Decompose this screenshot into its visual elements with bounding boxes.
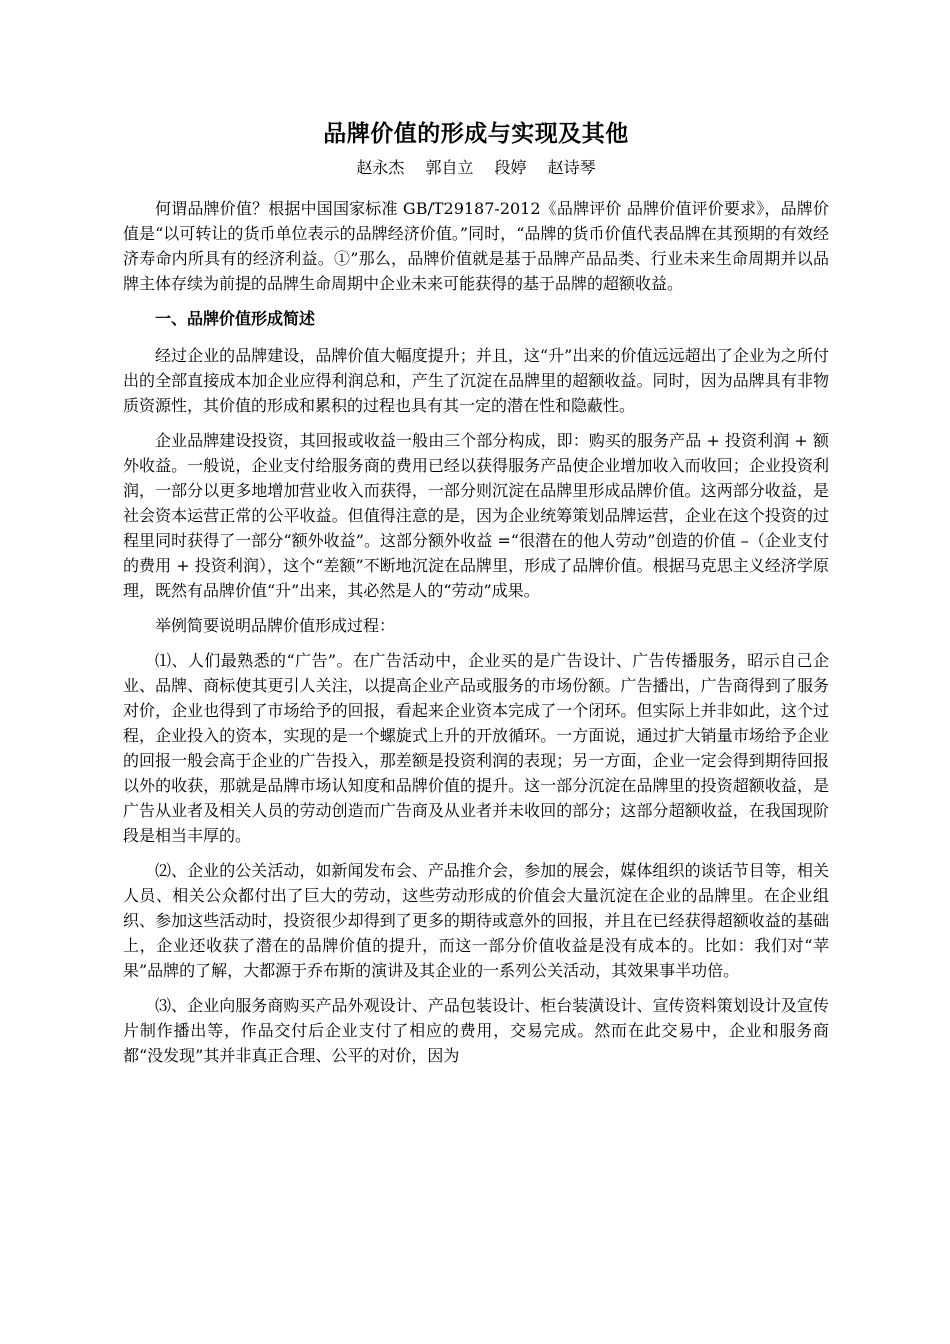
example-paragraph: ⑶、企业向服务商购买产品外观设计、产品包装设计、柜台装潢设计、宣传资料策划设计及宣传片制作播出等，作品交付后企业支付了相应的费用，交易完成。然而在此交易中，企业和服务商都“没发现”其并非真正合理、公平的对价，因为 xyxy=(123,996,829,1065)
body-paragraph: 举例简要说明品牌价值形成过程： xyxy=(155,616,396,635)
author-name: 赵永杰 xyxy=(356,158,405,177)
author-list xyxy=(123,156,829,180)
example-paragraph: ⑴、人们最熟悉的“广告”。在广告活动中，企业买的是广告设计、广告传播服务，昭示自己企业、品牌、商标使其更引人关注，以提高企业产品或服务的市场份额。广告播出，广告商得到了服务对价，企业也得到了市场给予的回报，看起来企业资本完成了一个闭环。但实际上并非如此，这个过程，企业投入的资本，实现的是一个螺旋式上升的开放循环。一方面说，通过扩大销量市场给予企业的回报一般会高于企业的广告投入，那差额是投资利润的表现；另一方面，企业一定会得到期待回报以外的收获，那就是品牌市场认知度和品牌价值的提升。这一部分沉淀在品牌里的投资超额收益，是广告从业者及相关人员的劳动创造而广告商及从业者并未收回的部分；这部分超额收益，在我国现阶段是相当丰厚的。 xyxy=(123,651,829,845)
example-paragraph: ⑵、企业的公关活动，如新闻发布会、产品推介会，参加的展会，媒体组织的谈话节目等，相关人员、相关公众都付出了巨大的劳动，这些劳动形成的价值会大量沉淀在企业的品牌里。在企业组织、参加这些活动时，投资很少却得到了更多的期待或意外的回报，并且在已经获得超额收益的基础上，企业还收获了潜在的品牌价值的提升，而这一部分价值收益是没有成本的。比如：我们对“苹果”品牌的了解，大都源于乔布斯的演讲及其企业的一系列公关活动，其效果事半功倍。 xyxy=(123,861,829,980)
document-page xyxy=(123,118,829,1078)
author-name: 赵诗琴 xyxy=(547,158,596,177)
intro-paragraph: 何谓品牌价值？根据中国国家标准 GB/T29187-2012《品牌评价 品牌价值评价要求》，品牌价值是“以可转让的货币单位表示的品牌经济价值。”同时，“品牌的货币价值代表品牌在其预期的有效经济寿命内所具有的经济利益。①”那么，品牌价值就是基于品牌产品品类、行业未来生命周期并以品牌主体存续为前提的品牌生命周期中企业未来可能获得的基于品牌的超额收益。 xyxy=(123,199,829,293)
section-heading: 一、品牌价值形成简述 xyxy=(155,309,316,328)
body-paragraph: 经过企业的品牌建设，品牌价值大幅度提升；并且，这“升”出来的价值远远超出了企业为之所付出的全部直接成本加企业应得利润总和，产生了沉淀在品牌里的超额收益。同时，因为品牌具有非物质资源性，其价值的形成和累积的过程也具有其一定的潜在性和隐蔽性。 xyxy=(123,346,829,415)
body-paragraph: 企业品牌建设投资，其回报或收益一般由三个部分构成，即：购买的服务产品 + 投资利润 + 额外收益。一般说，企业支付给服务商的费用已经以获得服务产品使企业增加收入而收回；企业投资利润，一部分以更多地增加营业收入而获得，一部分则沉淀在品牌里形成品牌价值。这两部分收益，是社会资本运营正常的公平收益。但值得注意的是，因为企业统筹策划品牌运营，企业在这个投资的过程里同时获得了一部分“额外收益”。这部分额外收益 =“很潜在的他人劳动”创造的价值 –（企业支付的费用 + 投资利润），这个“差额”不断地沉淀在品牌里，形成了品牌价值。根据马克思主义经济学原理，既然有品牌价值“升”出来，其必然是人的“劳动”成果。 xyxy=(123,431,829,600)
document-title: 品牌价值的形成与实现及其他 xyxy=(323,121,629,147)
author-name: 郭自立 xyxy=(425,158,474,177)
author-name: 段婷 xyxy=(494,158,527,177)
